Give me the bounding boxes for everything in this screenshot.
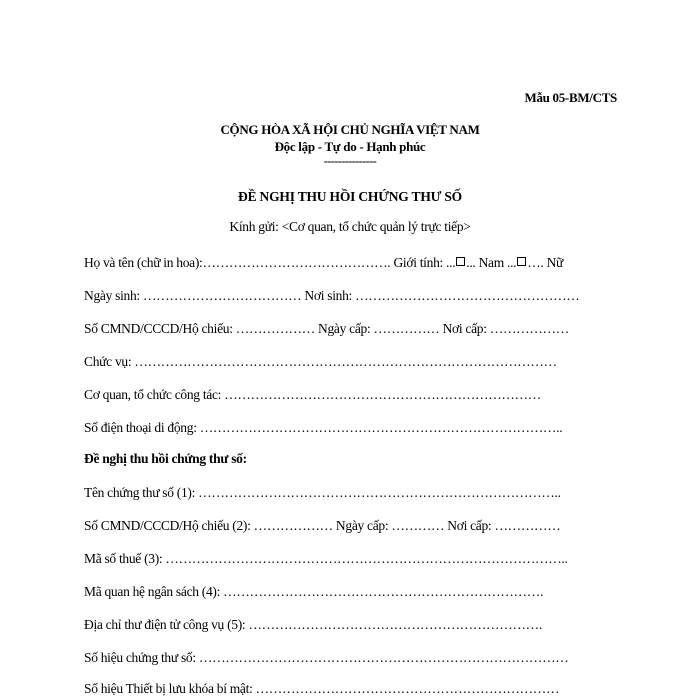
female-checkbox[interactable] bbox=[517, 257, 526, 266]
form-code: Mẫu 05-BM/CTS bbox=[524, 90, 617, 105]
header-divider: --------------- bbox=[323, 154, 377, 168]
birth-line: Ngày sinh: ……………………………… Nơi sinh: …………………………………………… bbox=[84, 288, 580, 303]
position-line: Chức vụ: …………………………………………………………………………………… bbox=[84, 354, 557, 369]
national-title: CỘNG HÒA XÃ HỘI CHỦ NGHĨA VIỆT NAM bbox=[220, 122, 480, 137]
full-name-label: Họ và tên (chữ in hoa):……………………………………. Giới tính: ... bbox=[84, 255, 456, 270]
cert-serial-line: Số hiệu chứng thư số: ………………………………………………………………………… bbox=[84, 650, 569, 665]
email-line: Địa chỉ thư điện tử công vụ (5): …………………………………………………………. bbox=[84, 617, 542, 632]
national-motto: Độc lập - Tự do - Hạnh phúc bbox=[274, 139, 426, 154]
tax-code-line: Mã số thuế (3): ……………………………………………………………………………….. bbox=[84, 551, 568, 566]
device-serial-line: Số hiệu Thiết bị lưu khóa bí mật: …………………………………………………………… bbox=[84, 681, 560, 696]
section-heading: Đề nghị thu hồi chứng thư số: bbox=[84, 451, 247, 466]
cert-name-line: Tên chứng thư số (1): ……………………………………………………………………….. bbox=[84, 485, 561, 500]
agency-line: Cơ quan, tổ chức công tác: ……………………………………………………………… bbox=[84, 387, 541, 402]
phone-line: Số điện thoại di động: ……………………………………………………………………….. bbox=[84, 420, 563, 435]
recipient-line: Kính gửi: <Cơ quan, tổ chức quản lý trực tiếp> bbox=[229, 219, 471, 234]
female-label: …. Nữ bbox=[527, 255, 564, 270]
male-label: ... Nam ... bbox=[466, 255, 517, 270]
document-title: ĐỀ NGHỊ THU HỒI CHỨNG THƯ SỐ bbox=[238, 189, 462, 204]
budget-code-line: Mã quan hệ ngân sách (4): ………………………………………………………………. bbox=[84, 584, 544, 599]
id-number-line: Số CMND/CCCD/Hộ chiếu: ……………… Ngày cấp: …………… Nơi cấp: ……………… bbox=[84, 321, 569, 336]
full-name-gender-line bbox=[84, 255, 563, 271]
male-checkbox[interactable] bbox=[456, 257, 465, 266]
cert-id-number-line: Số CMND/CCCD/Hộ chiếu (2): ……………… Ngày cấp: ………… Nơi cấp: …………… bbox=[84, 518, 561, 533]
